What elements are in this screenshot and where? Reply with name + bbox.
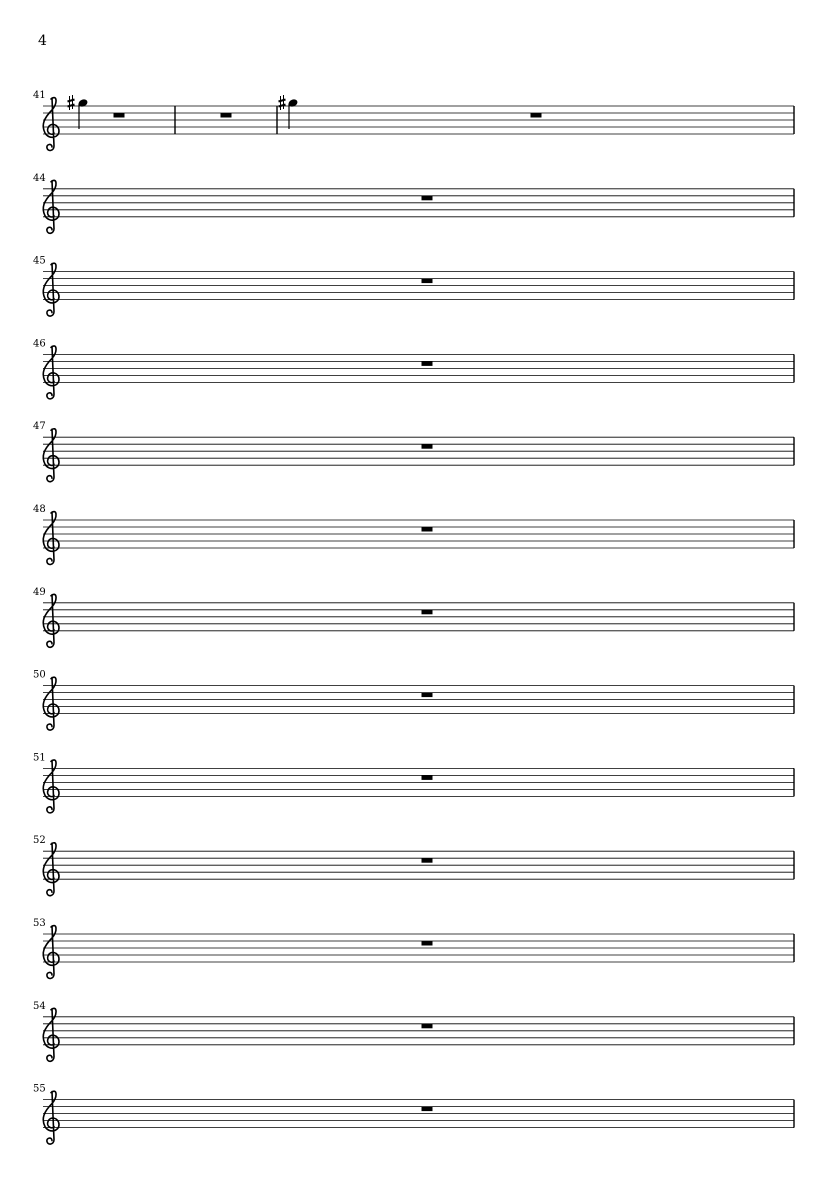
whole-rest <box>422 610 433 615</box>
quarter-note <box>287 98 298 129</box>
staff-system <box>33 1001 794 1061</box>
whole-rest <box>422 196 433 201</box>
whole-rest <box>422 361 433 366</box>
staff-system <box>33 918 794 978</box>
measure-number: 52 <box>33 835 46 847</box>
treble-clef-icon <box>43 98 59 151</box>
staff-system <box>33 670 794 730</box>
treble-clef-icon <box>43 677 59 730</box>
whole-rest <box>422 444 433 449</box>
treble-clef-icon <box>43 594 59 647</box>
quarter-note <box>77 98 88 129</box>
whole-rest <box>422 941 433 946</box>
treble-clef-icon <box>43 843 59 896</box>
whole-rest <box>422 1107 433 1112</box>
sharp-accidental <box>68 95 75 110</box>
treble-clef-icon <box>43 263 59 316</box>
treble-clef-icon <box>43 926 59 979</box>
staff-system <box>33 1084 794 1144</box>
staff-system <box>33 173 794 233</box>
whole-rest <box>114 113 125 118</box>
whole-rest <box>221 113 232 118</box>
staff-system <box>33 587 794 647</box>
staff-system <box>33 421 794 481</box>
whole-rest <box>422 279 433 284</box>
measure-number: 44 <box>33 172 46 184</box>
staff-system <box>33 835 794 895</box>
sharp-accidental <box>279 95 286 110</box>
treble-clef-icon <box>43 1008 59 1061</box>
whole-rest <box>422 693 433 698</box>
measure-number: 46 <box>33 338 46 350</box>
staff-system <box>33 90 794 150</box>
treble-clef-icon <box>43 512 59 565</box>
whole-rest <box>531 113 542 118</box>
measure-number: 49 <box>33 586 46 598</box>
staff-system <box>33 256 794 316</box>
measure-number: 54 <box>33 1000 46 1012</box>
whole-rest <box>422 858 433 863</box>
measure-number: 51 <box>33 752 46 764</box>
staff-system <box>33 752 794 812</box>
measure-number: 55 <box>33 1083 46 1095</box>
page-number: 4 <box>38 33 47 49</box>
measure-number: 50 <box>33 669 46 681</box>
staff-system <box>33 504 794 564</box>
treble-clef-icon <box>43 1091 59 1144</box>
staff-system <box>33 338 794 398</box>
treble-clef-icon <box>43 429 59 482</box>
measure-number: 47 <box>33 421 46 433</box>
treble-clef-icon <box>43 180 59 233</box>
whole-rest <box>422 527 433 532</box>
whole-rest <box>422 1024 433 1029</box>
measure-number: 48 <box>33 504 46 515</box>
measure-number: 53 <box>33 918 46 929</box>
measure-number: 41 <box>33 90 46 101</box>
treble-clef-icon <box>43 760 59 813</box>
treble-clef-icon <box>43 346 59 399</box>
measure-number: 45 <box>33 255 46 267</box>
whole-rest <box>422 775 433 780</box>
